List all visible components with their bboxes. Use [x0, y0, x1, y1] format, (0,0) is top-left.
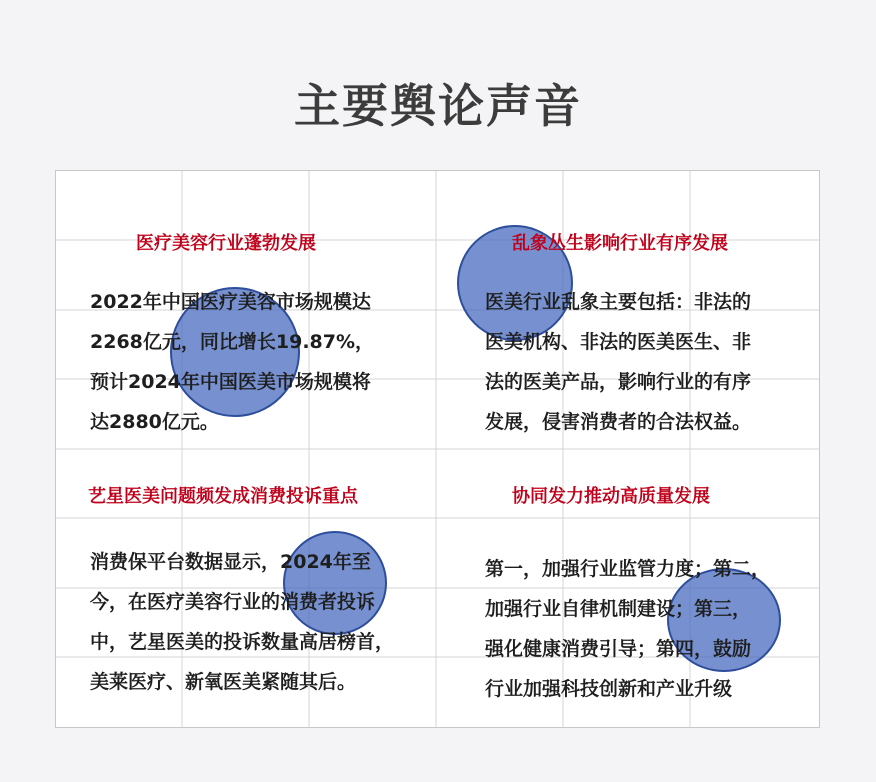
body-line: 消费保平台数据显示，2024年至	[90, 551, 371, 573]
section-heading: 协同发力推动高质量发展	[512, 486, 710, 507]
section-heading: 艺星医美问题频发成消费投诉重点	[88, 486, 358, 507]
body-line: 加强行业自律机制建设；第三，	[485, 598, 752, 620]
section-body	[485, 549, 770, 709]
body-line: 预计2024年中国医美市场规模将	[90, 371, 371, 393]
section-body	[90, 282, 374, 442]
body-line: 中，艺星医美的投诉数量高居榜首，	[90, 631, 395, 653]
page-title: 主要舆论声音	[294, 79, 582, 133]
body-line: 达2880亿元。	[90, 411, 219, 433]
body-line: 医美行业乱象主要包括：非法的	[485, 291, 752, 313]
section-heading: 医疗美容行业蓬勃发展	[136, 233, 316, 254]
body-line: 2268亿元，同比增长19.87%，	[90, 331, 375, 353]
section-body	[90, 542, 394, 702]
body-line: 医美机构、非法的医美医生、非	[485, 331, 752, 353]
body-line: 2022年中国医疗美容市场规模达	[90, 291, 371, 313]
body-line: 行业加强科技创新和产业升级	[485, 678, 733, 700]
body-line: 发展，侵害消费者的合法权益。	[485, 411, 752, 433]
content-panel	[55, 170, 820, 728]
section-body	[485, 282, 751, 442]
body-line: 强化健康消费引导；第四，鼓励	[485, 638, 752, 660]
body-line: 第一，加强行业监管力度；第二，	[485, 558, 771, 580]
section-heading: 乱象丛生影响行业有序发展	[512, 233, 728, 254]
body-line: 法的医美产品，影响行业的有序	[485, 371, 752, 393]
body-line: 美莱医疗、新氧医美紧随其后。	[90, 671, 357, 693]
body-line: 今，在医疗美容行业的消费者投诉	[90, 591, 376, 613]
